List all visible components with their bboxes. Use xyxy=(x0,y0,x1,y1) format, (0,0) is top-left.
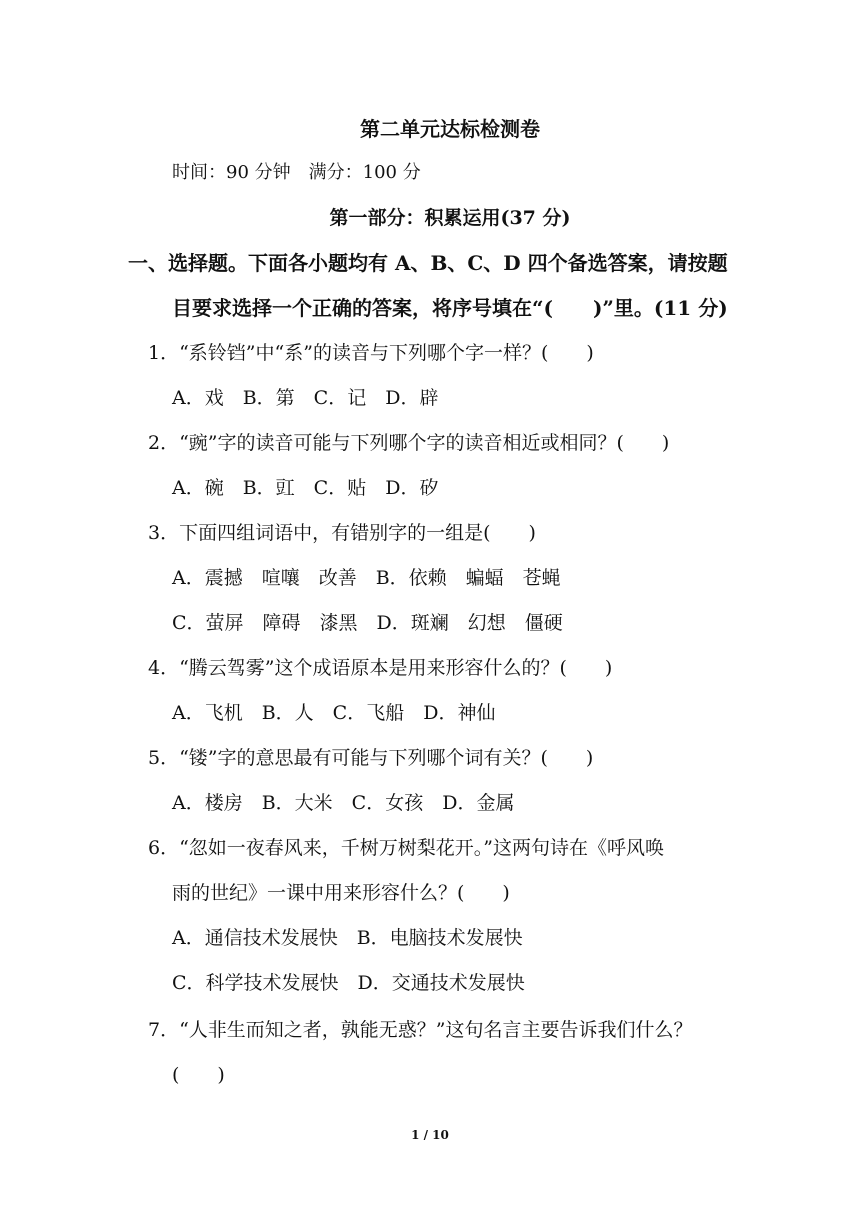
question-5: 5．“镂”字的意思最有可能与下列哪个词有关？( ) xyxy=(148,747,594,769)
time-and-score: 时间：90 分钟 满分：100 分 xyxy=(172,162,421,183)
question-6: 6．“忽如一夜春风来，千树万树梨花开。”这两句诗在《呼风唤 xyxy=(148,837,665,859)
question-2-options: A．碗 B．豇 C．贴 D．矽 xyxy=(172,477,439,499)
part-title: 第一部分：积累运用(37 分) xyxy=(329,207,571,229)
question-6-options-ab: A．通信技术发展快 B．电脑技术发展快 xyxy=(172,927,523,949)
page-number: 1 / 10 xyxy=(411,1128,449,1142)
question-4-options: A．飞机 B．人 C．飞船 D．神仙 xyxy=(172,702,496,724)
question-7: 7．“人非生而知之者，孰能无惑？”这句名言主要告诉我们什么？ xyxy=(148,1019,693,1041)
question-3-options-ab: A．震撼 喧嚷 改善 B．依赖 蝙蝠 苍蝇 xyxy=(172,567,561,589)
question-3-options-cd: C．萤屏 障碍 漆黑 D．斑斓 幻想 僵硬 xyxy=(172,612,563,634)
question-4: 4．“腾云驾雾”这个成语原本是用来形容什么的？( ) xyxy=(148,657,613,679)
question-2: 2．“豌”字的读音可能与下列哪个字的读音相近或相同？( ) xyxy=(148,432,670,454)
question-7-cont: ( ) xyxy=(172,1064,225,1086)
question-6-cont: 雨的世纪》一课中用来形容什么？( ) xyxy=(172,882,510,904)
question-1: 1．“系铃铛”中“系”的读音与下列哪个字一样？( ) xyxy=(148,342,594,364)
question-5-options: A．楼房 B．大米 C．女孩 D．金属 xyxy=(172,792,515,814)
question-6-options-cd: C．科学技术发展快 D．交通技术发展快 xyxy=(172,972,525,994)
question-1-options: A．戏 B．第 C．记 D．辟 xyxy=(172,387,439,409)
section-heading: 一、选择题。下面各小题均有 A、B、C、D 四个备选答案，请按题 xyxy=(128,251,728,275)
section-heading-cont: 目要求选择一个正确的答案，将序号填在“( )”里。(11 分) xyxy=(172,296,728,320)
question-3: 3．下面四组词语中，有错别字的一组是( ) xyxy=(148,522,536,544)
page-title: 第二单元达标检测卷 xyxy=(360,117,540,141)
